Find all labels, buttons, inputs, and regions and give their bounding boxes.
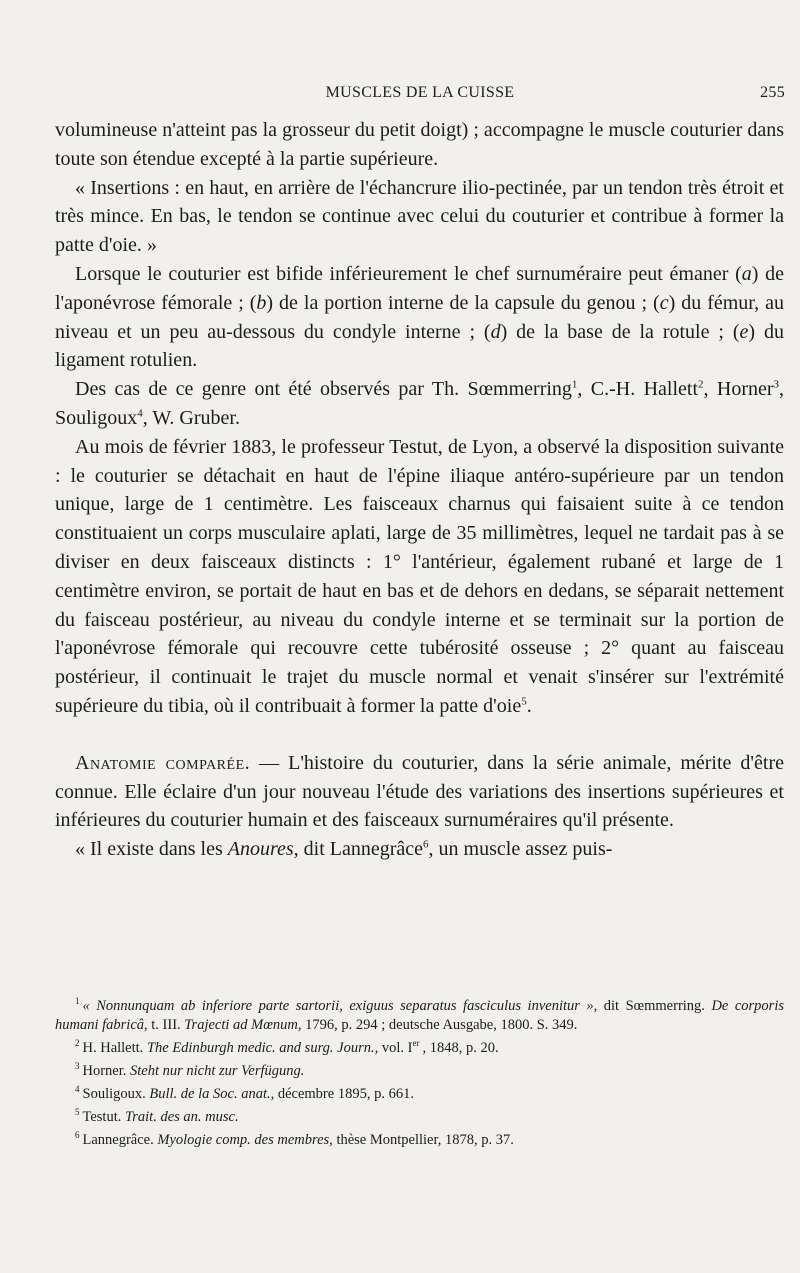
section-heading: Anatomie comparée.	[75, 751, 251, 774]
footnote-6: $^6$ Lannegrâce. Myologie comp. des membres, thèse Montpellier, 1878, p. 37.	[75, 1130, 514, 1148]
paragraph-1: volumineuse n'atteint pas la grosseur du petit doigt) ; accompagne le muscle couturier dans toute son étendue excepté à la partie supérieure.	[55, 119, 784, 170]
footnote-ref: 6	[423, 838, 429, 851]
paragraph-2: « Insertions : en haut, en arrière de l'échancrure ilio-pectinée, par un tendon très étroit et très mince. En bas, le tendon se continue avec celui du couturier et contribue à former la patte d'oie. »	[55, 176, 784, 257]
footnote-1: $^1$ « Nonnunquam ab inferiore parte sartorii, exiguus separatus fasciculus invenitur », dit Sœmmerring. De corporis humani fabricâ, t. III. Trajecti ad Mœnum, 1796, p. 294 ; deutsche Ausgabe, 1800. S. 349.	[55, 996, 784, 1033]
paragraph-5: Au mois de février 1883, le professeur Testut, de Lyon, a observé la disposition suivante : le couturier se détachait en haut de l'épine iliaque antéro-supérieure par un tendon unique, large de 1 centimètre. Les faisceaux charnus qui faisaient suite à ce tendon constituaient un corps musculaire aplati, large de 35 millimètres, lequel ne tardait pas à se diviser en deux faisceaux distincts : 1° l'antérieur, également rubané et large de 1 centimètre environ, se portait de haut en bas et de dehors en dedans, se séparait nettement du faisceau postérieur, au niveau du condyle interne et se terminait sur la portion de l'aponévrose fémorale qui recouvre cette tubérosité osseuse ; 2° quant au faisceau postérieur, il continuait le trajet du muscle normal et venait s'insérer sur l'extrémité supérieure du tibia, où il contribuait à former la patte d'oie$^5$.	[55, 435, 784, 717]
paragraph-7: « Il existe dans les Anoures, dit Lannegrâce$^6$, un muscle assez puis-	[75, 838, 613, 861]
running-title: MUSCLES DE LA CUISSE	[325, 84, 515, 101]
footnote-2: $^2$ H. Hallett. The Edinburgh medic. and surg. Journ., vol. Ier , 1848, p. 20.	[75, 1038, 499, 1056]
footnote-ref: 1	[571, 378, 578, 391]
footnote-4: $^4$ Souligoux. Bull. de la Soc. anat., décembre 1895, p. 661.	[75, 1084, 414, 1102]
footnote-ref: 3	[773, 378, 780, 391]
footnote-5: $^5$ Testut. Trait. des an. musc.	[75, 1107, 239, 1125]
footnote-ref: 2	[698, 378, 704, 391]
footnote-ref: 4	[137, 407, 143, 420]
main-text	[55, 116, 784, 864]
footnotes	[55, 997, 784, 1154]
paragraph-6: Anatomie comparée. — L'histoire du couturier, dans la série animale, mérite d'être connue. Elle éclaire d'un jour nouveau l'étude des variations des insertions supérieures et inférieures du couturier humain et des faisceaux surnuméraires qu'il présente.	[55, 751, 784, 832]
page-number: 255	[760, 84, 785, 101]
running-header	[55, 84, 785, 110]
paragraph-4: Des cas de ce genre ont été observés par Th. Sœmmerring$^1$, C.-H. Hallett$^2$, Horner$^3$, Souligoux$^4$, W. Gruber.	[55, 378, 785, 429]
footnote-ref: 5	[521, 695, 527, 708]
footnote-3: $^3$ Horner. Steht nur nicht zur Verfügung.	[75, 1061, 305, 1079]
paragraph-3: Lorsque le couturier est bifide inférieurement le chef surnuméraire peut émaner (a) de l'aponévrose fémorale ; (b) de la portion interne de la capsule du genou ; (c) du fémur, au niveau et un peu au-dessous du condyle interne ; (d) de la base de la rotule ; (e) du ligament rotulien.	[55, 262, 785, 372]
